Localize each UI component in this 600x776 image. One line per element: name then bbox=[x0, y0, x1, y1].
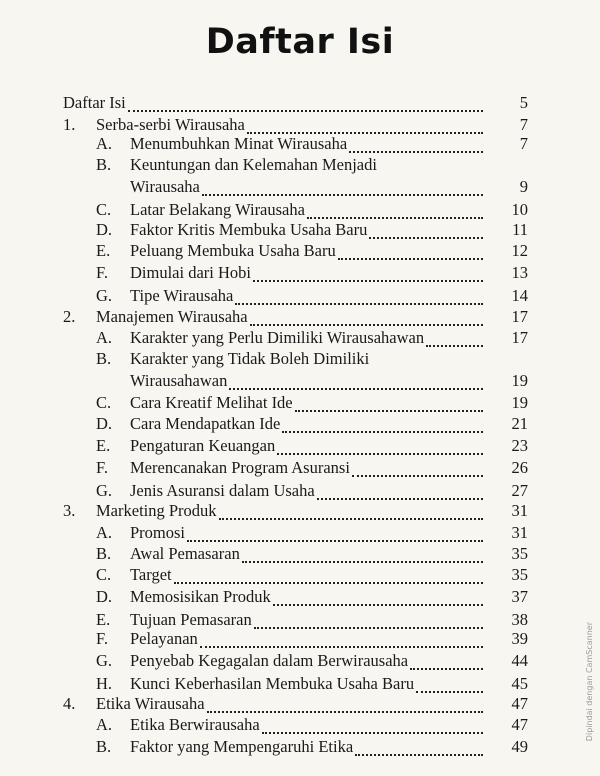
page-number: 47 bbox=[511, 715, 528, 734]
section-letter: B. bbox=[96, 544, 112, 563]
entry-title: Daftar Isi bbox=[63, 93, 126, 112]
toc-entry bbox=[0, 564, 600, 586]
dot-leader bbox=[254, 613, 483, 629]
dot-leader bbox=[187, 526, 483, 542]
dot-leader bbox=[262, 718, 483, 734]
dot-leader bbox=[352, 461, 483, 477]
dot-leader bbox=[202, 180, 483, 196]
entry-title: Faktor yang Mempengaruhi Etika bbox=[130, 737, 354, 756]
page-number: 45 bbox=[511, 674, 528, 693]
toc-entry bbox=[0, 586, 600, 608]
entry-title: Menumbuhkan Minat Wirausaha bbox=[130, 134, 348, 153]
entry-title: Jenis Asuransi dalam Usaha bbox=[130, 481, 315, 500]
dot-leader bbox=[273, 590, 483, 606]
section-letter: F. bbox=[96, 629, 108, 648]
dot-leader bbox=[200, 632, 483, 648]
section-letter: G. bbox=[96, 286, 113, 305]
section-letter: A. bbox=[96, 328, 113, 347]
dot-leader bbox=[426, 331, 483, 347]
toc-entry bbox=[0, 199, 600, 221]
toc-entry bbox=[0, 240, 600, 262]
scanner-watermark: Dipindai dengan CamScanner bbox=[585, 622, 594, 742]
page-number: 49 bbox=[511, 737, 528, 756]
dot-leader bbox=[253, 266, 483, 282]
page-number: 27 bbox=[511, 481, 528, 500]
page-title: Daftar Isi bbox=[205, 22, 395, 62]
toc-entry bbox=[0, 306, 600, 328]
dot-leader bbox=[410, 654, 483, 670]
entry-title: Merencanakan Program Asuransi bbox=[130, 458, 350, 477]
section-letter: E. bbox=[96, 241, 111, 260]
section-letter: D. bbox=[96, 587, 113, 606]
page-number: 31 bbox=[511, 523, 528, 542]
entry-title: Pengaturan Keuangan bbox=[130, 436, 276, 455]
page-number: 31 bbox=[511, 501, 528, 520]
toc-entry bbox=[0, 133, 600, 155]
chapter-number: 3. bbox=[63, 501, 76, 520]
dot-leader bbox=[235, 289, 483, 305]
entry-title: Cara Kreatif Melihat Ide bbox=[130, 393, 293, 412]
dot-leader bbox=[416, 677, 483, 693]
page-number: 9 bbox=[519, 177, 528, 196]
page-number: 47 bbox=[511, 694, 528, 713]
toc-entry bbox=[0, 370, 600, 392]
toc-entry bbox=[0, 543, 600, 565]
dot-leader bbox=[282, 417, 483, 433]
entry-title: Faktor Kritis Membuka Usaha Baru bbox=[130, 220, 368, 239]
page-number: 14 bbox=[511, 286, 528, 305]
toc-entry bbox=[0, 327, 600, 349]
entry-title: Penyebab Kegagalan dalam Berwirausaha bbox=[130, 651, 409, 670]
page-number: 23 bbox=[511, 436, 528, 455]
section-letter: F. bbox=[96, 263, 108, 282]
dot-leader bbox=[174, 568, 483, 584]
page-number: 35 bbox=[511, 565, 528, 584]
page-number: 38 bbox=[511, 610, 528, 629]
entry-title: Manajemen Wirausaha bbox=[96, 307, 248, 326]
entry-title: Memosisikan Produk bbox=[130, 587, 271, 606]
chapter-number: 2. bbox=[63, 307, 76, 326]
page-number: 11 bbox=[512, 220, 528, 239]
page-number: 19 bbox=[511, 393, 528, 412]
entry-title: Tujuan Pemasaran bbox=[130, 610, 252, 629]
page-number: 44 bbox=[511, 651, 528, 670]
section-letter: D. bbox=[96, 220, 113, 239]
toc-entry bbox=[0, 650, 600, 672]
entry-title: Kunci Keberhasilan Membuka Usaha Baru bbox=[130, 674, 415, 693]
page-number: 17 bbox=[511, 307, 528, 326]
section-letter: F. bbox=[96, 458, 108, 477]
page-number: 26 bbox=[511, 458, 528, 477]
dot-leader bbox=[355, 740, 483, 756]
entry-title: Serba-serbi Wirausaha bbox=[96, 115, 245, 134]
chapter-number: 4. bbox=[63, 694, 76, 713]
section-letter: B. bbox=[96, 737, 112, 756]
page-number: 19 bbox=[511, 371, 528, 390]
page-number: 5 bbox=[519, 93, 528, 112]
toc-entry bbox=[0, 435, 600, 457]
entry-title: Promosi bbox=[130, 523, 186, 542]
section-letter: E. bbox=[96, 610, 111, 629]
toc-entry bbox=[0, 714, 600, 736]
dot-leader bbox=[317, 484, 483, 500]
section-letter: A. bbox=[96, 715, 113, 734]
section-letter: C. bbox=[96, 565, 112, 584]
toc-entry bbox=[0, 154, 600, 176]
section-letter: B. bbox=[96, 349, 112, 368]
toc-entry bbox=[0, 285, 600, 307]
section-letter: C. bbox=[96, 393, 112, 412]
page-number: 17 bbox=[511, 328, 528, 347]
section-letter: A. bbox=[96, 134, 113, 153]
page-number: 21 bbox=[511, 414, 528, 433]
entry-title: Latar Belakang Wirausaha bbox=[130, 200, 305, 219]
entry-title: Etika Berwirausaha bbox=[130, 715, 260, 734]
toc-entry bbox=[0, 693, 600, 715]
toc-entry bbox=[0, 219, 600, 241]
section-letter: C. bbox=[96, 200, 112, 219]
dot-leader bbox=[338, 244, 483, 260]
dot-leader bbox=[207, 697, 483, 713]
entry-title: Karakter yang Tidak Boleh Dimiliki bbox=[130, 349, 370, 368]
dot-leader bbox=[128, 96, 483, 112]
page-number: 13 bbox=[511, 263, 528, 282]
entry-title: Peluang Membuka Usaha Baru bbox=[130, 241, 336, 260]
toc-entry bbox=[0, 480, 600, 502]
section-letter: A. bbox=[96, 523, 113, 542]
toc-entry bbox=[0, 392, 600, 414]
toc-entry bbox=[0, 262, 600, 284]
dot-leader bbox=[307, 203, 483, 219]
toc-entry bbox=[0, 500, 600, 522]
toc-entry bbox=[0, 522, 600, 544]
section-letter: B. bbox=[96, 155, 112, 174]
dot-leader bbox=[295, 396, 483, 412]
page-number: 39 bbox=[511, 629, 528, 648]
dot-leader bbox=[277, 439, 483, 455]
toc-entry bbox=[0, 413, 600, 435]
page-number: 10 bbox=[511, 200, 528, 219]
entry-title: Pelayanan bbox=[130, 629, 198, 648]
page-number: 7 bbox=[519, 115, 528, 134]
toc-entry bbox=[0, 457, 600, 479]
toc-entry bbox=[0, 673, 600, 695]
entry-title: Etika Wirausaha bbox=[96, 694, 205, 713]
section-letter: G. bbox=[96, 481, 113, 500]
entry-title: Marketing Produk bbox=[96, 501, 217, 520]
entry-title: Dimulai dari Hobi bbox=[130, 263, 251, 282]
toc-entry bbox=[0, 348, 600, 370]
entry-title: Keuntungan dan Kelemahan Menjadi bbox=[130, 155, 377, 174]
toc-entry bbox=[0, 736, 600, 758]
toc-entry bbox=[0, 92, 600, 114]
chapter-number: 1. bbox=[63, 115, 76, 134]
page-number: 7 bbox=[519, 134, 528, 153]
section-letter: D. bbox=[96, 414, 113, 433]
entry-title: Wirausaha bbox=[130, 177, 200, 196]
toc-entry bbox=[0, 176, 600, 198]
section-letter: G. bbox=[96, 651, 113, 670]
entry-title: Cara Mendapatkan Ide bbox=[130, 414, 281, 433]
section-letter: H. bbox=[96, 674, 113, 693]
entry-title: Target bbox=[130, 565, 172, 584]
dot-leader bbox=[369, 223, 483, 239]
dot-leader bbox=[349, 137, 483, 153]
page-number: 12 bbox=[511, 241, 528, 260]
dot-leader bbox=[250, 310, 483, 326]
entry-title: Tipe Wirausaha bbox=[130, 286, 234, 305]
toc-entry bbox=[0, 628, 600, 650]
page-number: 37 bbox=[511, 587, 528, 606]
dot-leader bbox=[219, 504, 483, 520]
entry-title: Karakter yang Perlu Dimiliki Wirausahawan bbox=[130, 328, 425, 347]
entry-title: Awal Pemasaran bbox=[130, 544, 240, 563]
dot-leader bbox=[229, 374, 483, 390]
section-letter: E. bbox=[96, 436, 111, 455]
dot-leader bbox=[242, 547, 483, 563]
entry-title: Wirausahawan bbox=[130, 371, 228, 390]
page-number: 35 bbox=[511, 544, 528, 563]
dot-leader bbox=[247, 118, 483, 134]
